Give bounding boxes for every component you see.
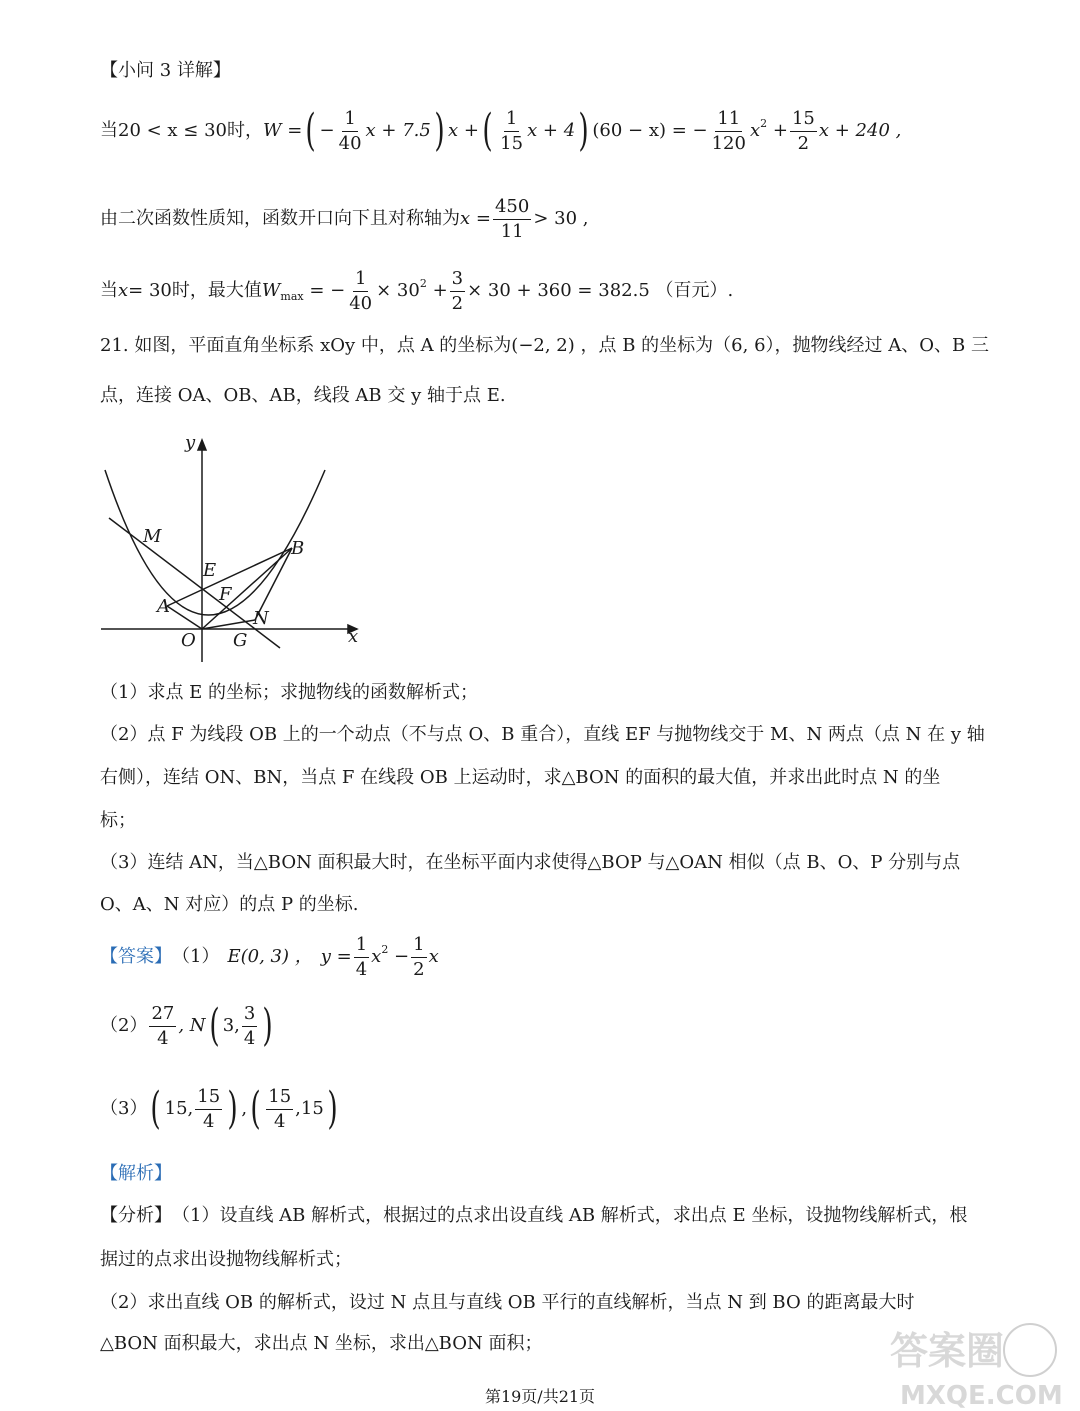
paren-open: ( — [150, 1083, 162, 1134]
analysis-text-3: （2）求出直线 OB 的解析式，设过 N 点且与直线 OB 平行的直线解析，当点 N 到 BO 的距离最大时 — [100, 1292, 915, 1313]
line-oa — [167, 606, 202, 629]
axis-line — [100, 194, 589, 244]
answer-3-comma: , — [241, 1098, 248, 1119]
page-number: 第19页/共21页 — [484, 1387, 596, 1406]
frac-num: 27 — [149, 1005, 176, 1027]
frac-den: 40 — [349, 292, 373, 314]
w-eq: = — [287, 120, 303, 141]
frac-num: 1 — [342, 110, 357, 132]
answer-2-n: , N — [178, 1015, 206, 1036]
y-axis-arrow — [198, 440, 206, 450]
axis-prefix: 由二次函数性质知，函数开口向下且对称轴为 — [100, 208, 460, 229]
frac-num: 11 — [715, 110, 742, 132]
frac-15-4 — [195, 1085, 222, 1132]
axis-x: x — [460, 208, 471, 229]
frac-den: 120 — [711, 132, 746, 154]
label-n: N — [253, 608, 269, 629]
frac-den: 4 — [202, 1110, 215, 1132]
answer-1-x: x — [371, 946, 382, 967]
question-3a — [100, 850, 960, 876]
max-x: x — [118, 280, 129, 301]
watermark-logo — [870, 1320, 1070, 1411]
q21-text-2: 点，连接 OA、OB、AB，线段 AB 交 y 轴于点 E. — [100, 385, 506, 406]
paren-close: ) — [578, 105, 589, 156]
paren-close: ) — [327, 1083, 338, 1134]
frac-1-2 — [411, 933, 426, 980]
max-eq: = − — [309, 280, 346, 301]
answer-3 — [100, 1083, 341, 1135]
question-2b-text: 右侧），连结 ON、BN，当点 F 在线段 OB 上运动时，求△BON 的面积的最大值，并求出此时点 N 的坐 — [100, 767, 941, 788]
frac-1-40 — [347, 267, 374, 314]
answer-1 — [100, 934, 439, 980]
frac-den: 2 — [797, 132, 810, 154]
w-minus: − — [319, 120, 335, 141]
analysis-text-2: 据过的点求出设抛物线解析式； — [100, 1249, 352, 1270]
w-symbol: W — [263, 120, 282, 141]
frac-num: 450 — [493, 198, 531, 220]
q21-line-2 — [100, 383, 506, 409]
frac-num: 3 — [242, 1005, 257, 1027]
frac-1-4 — [354, 933, 369, 980]
frac-den: 4 — [355, 958, 368, 980]
answer-1-e: E(0, 3) ， — [227, 946, 313, 967]
paren-open: ( — [305, 105, 317, 156]
analysis-line-4 — [100, 1331, 542, 1357]
question-3b — [100, 892, 359, 918]
frac-den: 2 — [451, 292, 464, 314]
section-heading — [100, 58, 231, 84]
max-square: 2 — [419, 277, 427, 290]
frac-3-4 — [242, 1002, 257, 1049]
frac-num: 15 — [266, 1088, 293, 1110]
frac-15-2 — [790, 107, 817, 154]
max-line — [100, 266, 733, 316]
frac-11-120 — [710, 107, 748, 154]
w-prefix: 当20 < x ≤ 30时， — [100, 120, 264, 141]
analysis-text-4: △BON 面积最大，求出点 N 坐标，求出△BON 面积； — [100, 1333, 543, 1354]
question-2b — [100, 765, 940, 791]
frac-den: 15 — [500, 132, 524, 154]
question-2c-text: 标； — [100, 810, 136, 831]
label-b: B — [291, 538, 305, 559]
frac-num: 1 — [353, 270, 368, 292]
max-term-1: × 30 — [376, 280, 420, 301]
frac-den: 4 — [157, 1027, 169, 1049]
frac-num: 15 — [790, 110, 817, 132]
frac-den: 40 — [338, 132, 362, 154]
label-o: O — [181, 630, 196, 651]
max-term-3: × 30 + 360 = 382.5 （百元）. — [467, 280, 734, 301]
paren-close: ) — [434, 105, 445, 156]
w-square: 2 — [760, 117, 768, 130]
answer-1-sq: 2 — [381, 943, 389, 956]
watermark-bottom: MXQE.COM — [900, 1381, 1063, 1411]
label-y: y — [185, 432, 196, 453]
frac-450-11 — [493, 195, 531, 242]
watermark-top: 答案圈 — [890, 1329, 1005, 1373]
frac-1-15 — [498, 107, 525, 154]
max-sub: max — [280, 290, 304, 303]
frac-num: 1 — [504, 110, 519, 132]
paren-open: ( — [482, 105, 493, 156]
max-mid: = 30时，最大值 — [128, 280, 262, 301]
frac-27-4 — [149, 1002, 176, 1049]
question-1 — [100, 680, 478, 706]
w-term-5: x — [749, 120, 761, 141]
paren-open: ( — [250, 1083, 261, 1134]
parabola-diagram — [95, 430, 375, 670]
answer-1-label: （1） — [172, 946, 220, 967]
answer-3-15: 15, — [164, 1098, 194, 1119]
max-w: W — [261, 280, 281, 301]
question-1-text: （1）求点 E 的坐标；求抛物线的函数解析式； — [100, 682, 479, 703]
answer-1-x2: x — [428, 946, 439, 967]
frac-3-2 — [450, 267, 465, 314]
answer-3-label: （3） — [100, 1098, 148, 1119]
analysis-fenxi: 【分析】 — [100, 1205, 172, 1226]
w-term-6: x + 240 , — [818, 120, 902, 141]
w-term-3: x + 4 — [527, 120, 576, 141]
paren-close: ) — [227, 1083, 238, 1134]
frac-15-4 — [266, 1085, 293, 1132]
answer-2-label: （2） — [100, 1015, 148, 1036]
q21-text-1: 21. 如图，平面直角坐标系 xOy 中，点 A 的坐标为(−2, 2) ，点 B 的坐标为（6, 6），抛物线经过 A、O、B 三 — [100, 335, 989, 356]
analysis-line-2 — [100, 1247, 352, 1273]
max-prefix: 当 — [100, 280, 118, 301]
axis-suffix: > 30 , — [533, 208, 589, 229]
frac-num: 1 — [411, 936, 426, 958]
answer-tag: 【答案】 — [100, 946, 172, 967]
w-plus: + — [772, 120, 788, 141]
frac-num: 1 — [354, 936, 369, 958]
label-g: G — [233, 630, 248, 651]
w-term-4: (60 − x) = − — [592, 120, 708, 141]
analysis-text-1: （1）设直线 AB 解析式，根据过的点求出设直线 AB 解析式，求出点 E 坐标，设抛物线解析式，根 — [172, 1205, 968, 1226]
answer-3-15b: ,15 — [295, 1098, 324, 1119]
analysis-line-1 — [100, 1203, 967, 1229]
frac-num: 15 — [195, 1088, 222, 1110]
frac-den: 4 — [273, 1110, 286, 1132]
paren-close: ) — [262, 1000, 274, 1051]
frac-num: 3 — [450, 270, 465, 292]
frac-den: 4 — [243, 1027, 256, 1049]
question-2a — [100, 722, 985, 748]
heading-text: 【小问 3 详解】 — [100, 60, 231, 81]
label-e: E — [203, 560, 217, 581]
question-2c — [100, 808, 136, 834]
analysis-line-3 — [100, 1290, 914, 1316]
max-term-2: + — [432, 280, 448, 301]
label-a: A — [157, 596, 170, 617]
w-term-2: x + — [448, 120, 479, 141]
frac-1-40 — [337, 107, 364, 154]
w-term-1: x + 7.5 — [365, 120, 431, 141]
label-f: F — [219, 584, 232, 605]
paren-open: ( — [208, 1000, 220, 1051]
answer-2 — [100, 1000, 277, 1052]
label-m: M — [143, 526, 162, 547]
analysis-heading — [100, 1161, 172, 1187]
axis-eq: = — [475, 208, 491, 229]
frac-den: 2 — [413, 958, 425, 980]
analysis-tag: 【解析】 — [100, 1163, 172, 1184]
answer-2-three: 3, — [222, 1015, 240, 1036]
label-x: x — [348, 626, 359, 647]
question-3b-text: O、A、N 对应）的点 P 的坐标. — [100, 894, 359, 915]
question-2a-text: （2）点 F 为线段 OB 上的一个动点（不与点 O、B 重合），直线 EF 与抛物线交于 M、N 两点（点 N 在 y 轴 — [100, 724, 985, 745]
answer-1-minus: − — [394, 946, 410, 967]
w-equation — [100, 106, 901, 156]
q21-line-1 — [100, 333, 989, 359]
answer-1-y: y = — [320, 946, 352, 967]
frac-den: 11 — [500, 220, 524, 242]
question-3a-text: （3）连结 AN，当△BON 面积最大时，在坐标平面内求使得△BOP 与△OAN 相似（点 B、O、P 分别与点 — [100, 852, 961, 873]
